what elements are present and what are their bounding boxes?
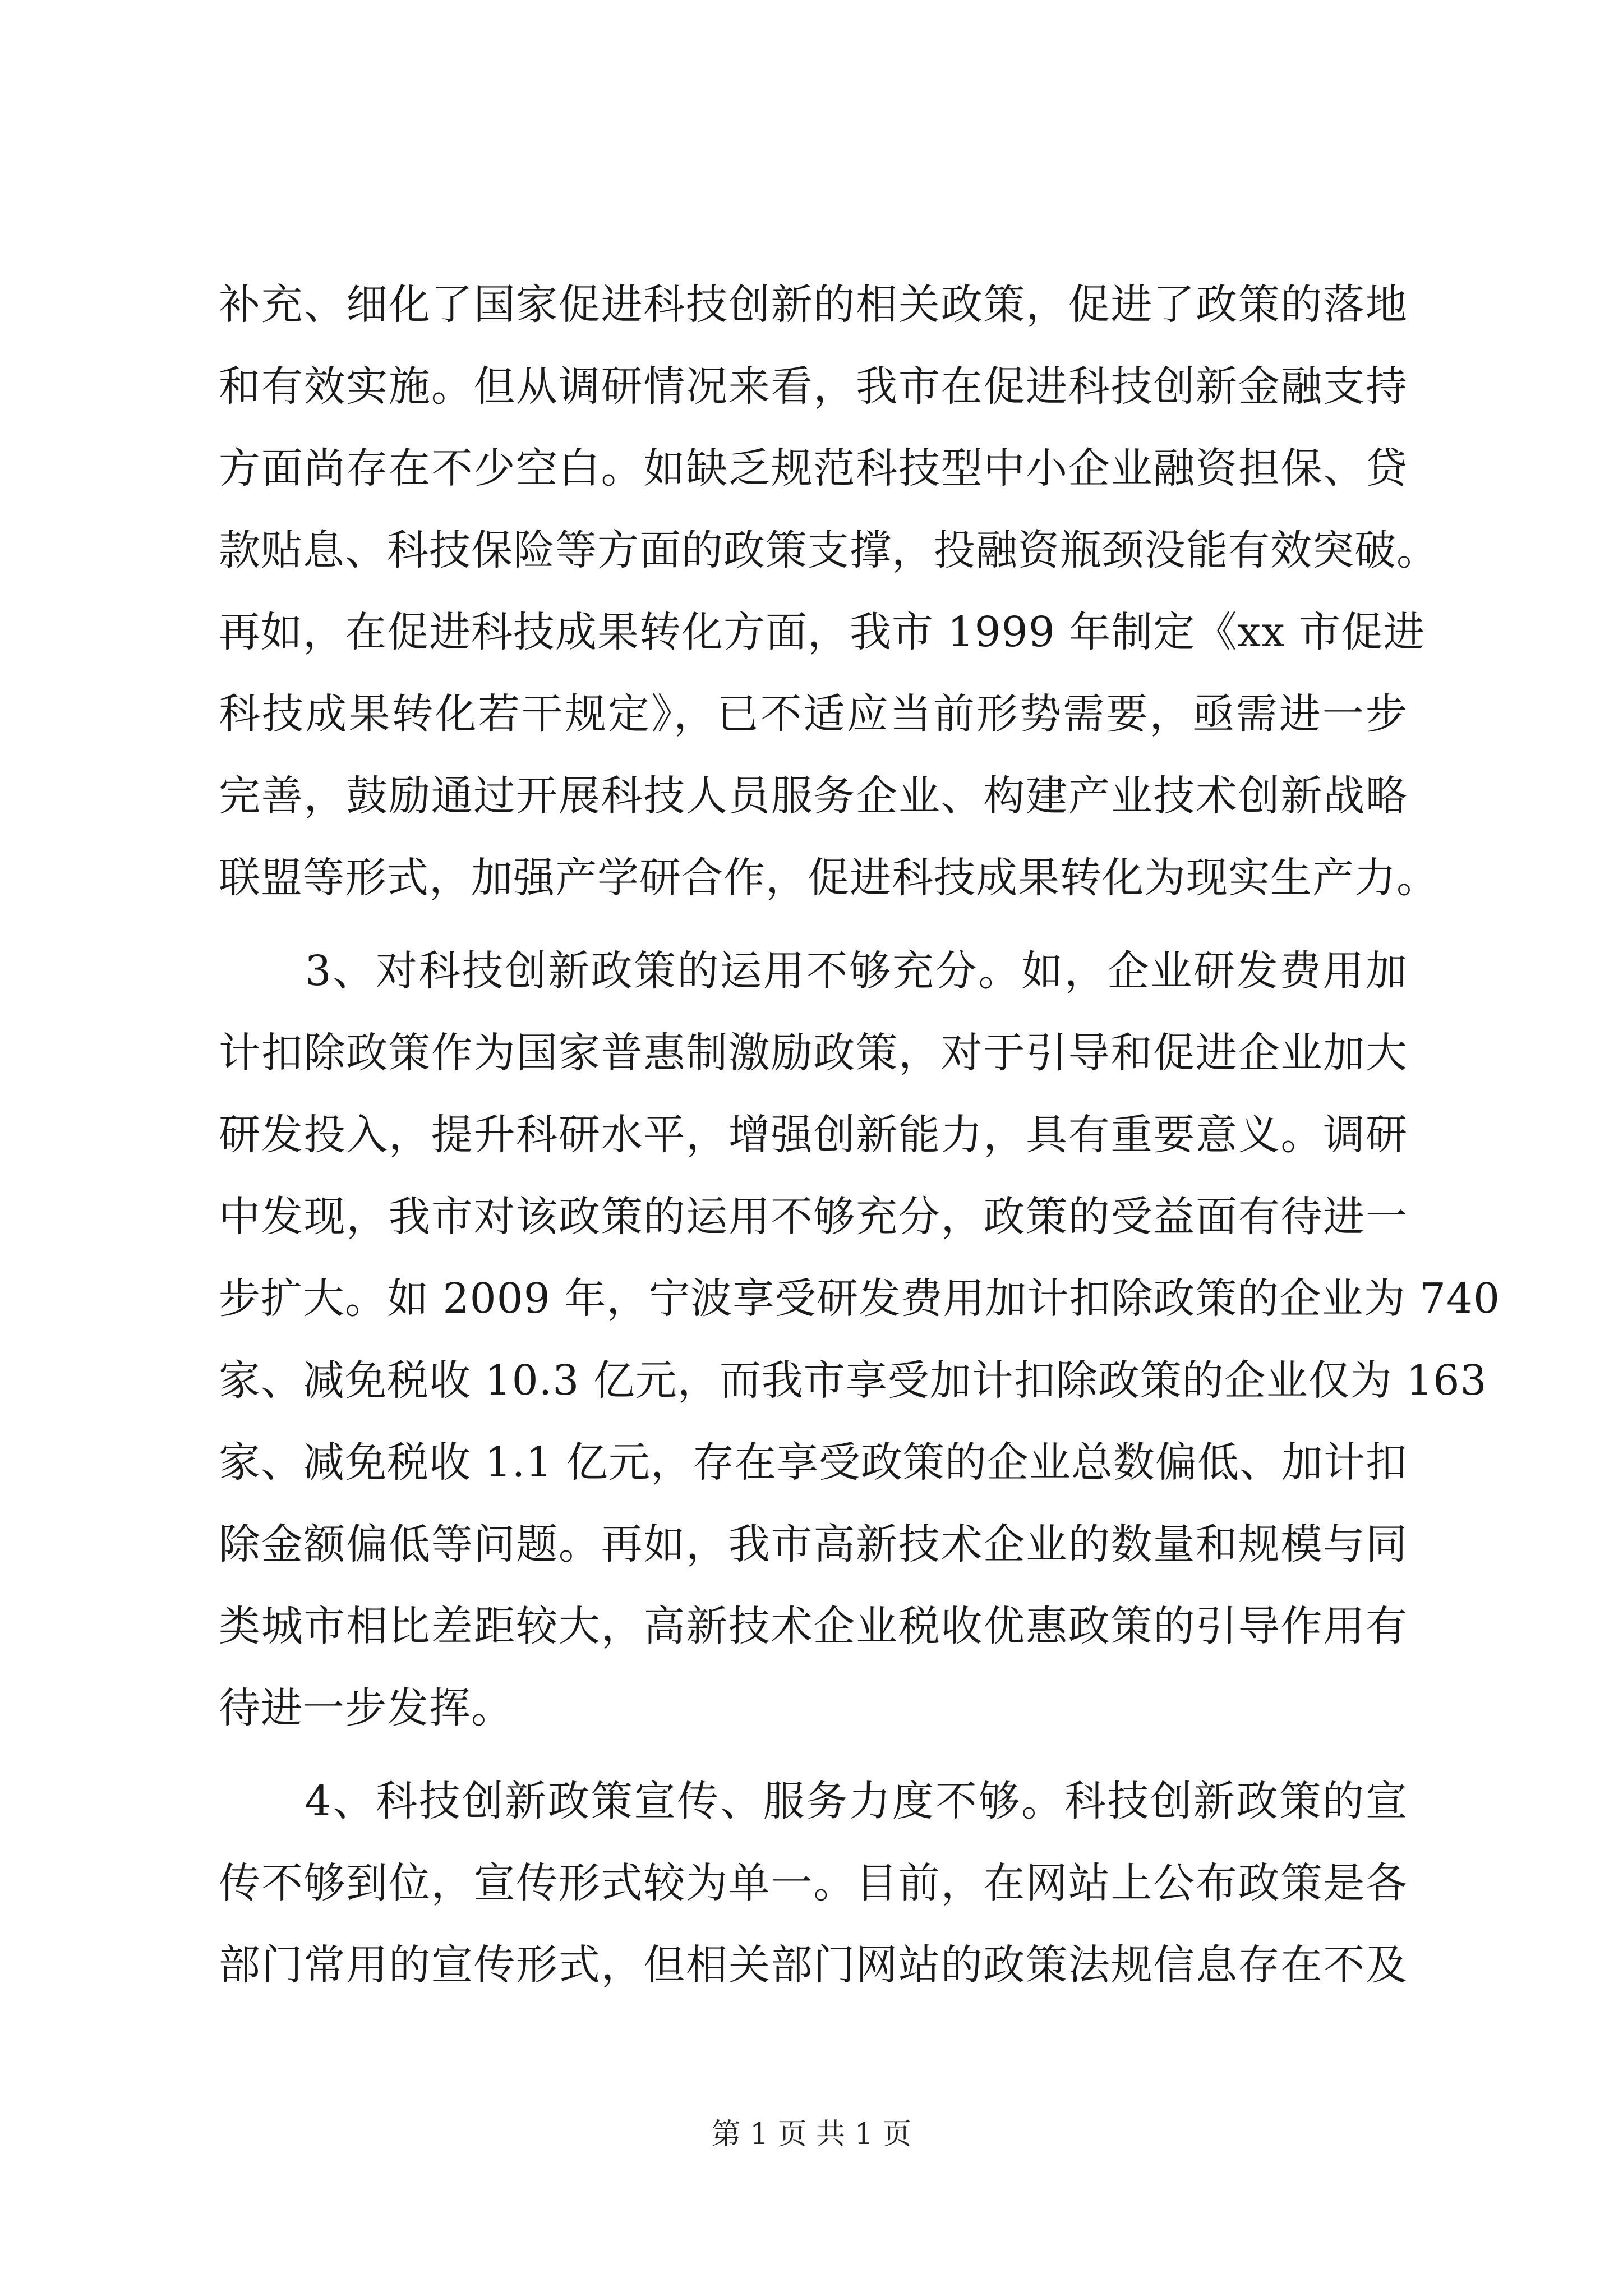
paragraph-1: [219, 264, 1438, 919]
text-line: 家、减免税收 10.3 亿元，而我市享受加计扣除政策的企业仅为 163: [219, 1356, 1487, 1405]
paragraph-spacer: [219, 1749, 1408, 1760]
paragraph-3: [219, 1760, 1408, 2006]
text-line: 联盟等形式，加强产学研合作，促进科技成果转化为现实生产力。: [219, 854, 1438, 902]
text-line: 研发投入，提升科研水平，增强创新能力，具有重要意义。调研: [219, 1111, 1408, 1159]
text-line: 款贴息、科技保险等方面的政策支撑，投融资瓶颈没能有效突破。: [219, 526, 1438, 574]
text-line: 部门常用的宣传形式，但相关部门网站的政策法规信息存在不及: [219, 1941, 1408, 1989]
text-line: 3、对科技创新政策的运用不够充分。如，企业研发费用加: [219, 947, 1408, 995]
text-line: 除金额偏低等问题。再如，我市高新技术企业的数量和规模与同: [219, 1520, 1408, 1568]
body-text: [219, 264, 1501, 2006]
text-line: 传不够到位，宣传形式较为单一。目前，在网站上公布政策是各: [219, 1859, 1408, 1907]
text-line: 补充、细化了国家促进科技创新的相关政策，促进了政策的落地: [219, 280, 1408, 329]
text-line: 完善，鼓励通过开展科技人员服务企业、构建产业技术创新战略: [219, 772, 1408, 820]
text-line: 类城市相比差距较大，高新技术企业税收优惠政策的引导作用有: [219, 1602, 1408, 1650]
text-line: 待进一步发挥。: [219, 1684, 513, 1732]
text-line: 4、科技创新政策宣传、服务力度不够。科技创新政策的宣: [219, 1777, 1408, 1825]
text-line: 科技成果转化若干规定》，已不适应当前形势需要，亟需进一步: [219, 690, 1408, 738]
text-line: 再如，在促进科技成果转化方面，我市 1999 年制定《xx 市促进: [219, 608, 1426, 656]
text-line: 中发现，我市对该政策的运用不够充分，政策的受益面有待进一: [219, 1193, 1408, 1241]
paragraph-spacer: [219, 919, 1408, 930]
text-line: 步扩大。如 2009 年，宁波享受研发费用加计扣除政策的企业为 740: [219, 1274, 1501, 1323]
text-line: 和有效实施。但从调研情况来看，我市在促进科技创新金融支持: [219, 362, 1408, 411]
page-number-label: 第 1 页 共 1 页: [711, 2118, 912, 2151]
text-line: 家、减免税收 1.1 亿元，存在享受政策的企业总数偏低、加计扣: [219, 1438, 1408, 1487]
paragraph-2: [219, 930, 1501, 1749]
text-line: 计扣除政策作为国家普惠制激励政策，对于引导和促进企业加大: [219, 1029, 1408, 1077]
text-line: 方面尚存在不少空白。如缺乏规范科技型中小企业融资担保、贷: [219, 444, 1408, 493]
page-footer: [0, 2115, 1623, 2154]
